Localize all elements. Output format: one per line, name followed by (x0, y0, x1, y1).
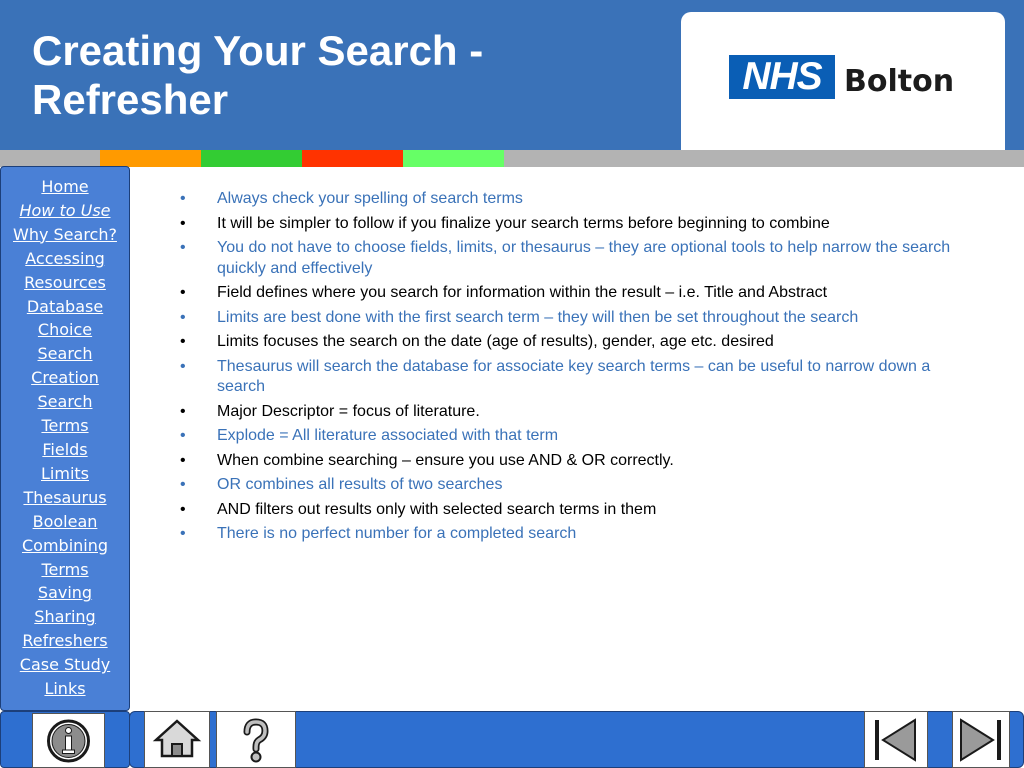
sidebar-item-accessing[interactable]: Accessing (25, 248, 105, 268)
list-item-text: AND filters out results only with selected search terms in them (217, 500, 657, 518)
list-item (176, 332, 966, 353)
sidebar-item-search-2[interactable]: Search (37, 392, 93, 412)
list-item (176, 402, 966, 423)
list-item (176, 189, 966, 210)
bullet-marker: • (180, 451, 186, 469)
bullet-marker: • (180, 357, 186, 375)
bullet-marker: • (180, 333, 186, 350)
nhs-logo: NHS (729, 55, 835, 99)
sidebar-item-why-search[interactable]: Why Search? (13, 224, 117, 244)
sidebar-item-database[interactable]: Database (26, 296, 104, 316)
list-item (176, 475, 966, 496)
question-icon (217, 712, 295, 767)
home-icon (145, 712, 209, 767)
home-button[interactable] (144, 711, 210, 768)
sidebar-item-terms-2[interactable]: Terms (41, 559, 89, 579)
sidebar-nav (0, 166, 130, 711)
bullet-marker: • (180, 402, 186, 420)
sidebar-item-refreshers[interactable]: Refreshers (22, 631, 108, 651)
bullet-list (176, 189, 966, 549)
list-item (176, 500, 966, 521)
sidebar-item-fields[interactable]: Fields (42, 439, 88, 459)
sidebar-item-boolean[interactable]: Boolean (32, 511, 98, 531)
list-item-text: When combine searching – ensure you use AND & OR correctly. (217, 451, 674, 469)
help-button[interactable] (216, 711, 296, 768)
first-slide-button[interactable] (864, 711, 928, 768)
page-title: Creating Your Search - Refresher (32, 27, 484, 123)
accent-stripes (0, 150, 1024, 167)
sidebar-item-search[interactable]: Search (37, 344, 93, 364)
list-item (176, 451, 966, 472)
list-item-text: Thesaurus will search the database for associate key search terms – can be useful to narrow down a search (217, 357, 931, 395)
list-item-text: You do not have to choose fields, limits, or thesaurus – they are optional tools to help narrow the search quickly and effectively (217, 239, 951, 277)
list-item-text: Major Descriptor = focus of literature. (217, 402, 480, 420)
list-item-text: OR combines all results of two searches (217, 476, 503, 493)
accent-stripe-orange (100, 150, 201, 167)
list-item-text: Limits are best done with the first search term – they will then be set throughout the search (217, 308, 859, 326)
list-item-text: Always check your spelling of search terms (217, 190, 523, 207)
bullet-marker: • (180, 239, 186, 256)
last-slide-button[interactable] (952, 711, 1010, 768)
footer-left-panel (0, 711, 130, 768)
sidebar-item-thesaurus[interactable]: Thesaurus (23, 487, 107, 507)
list-item (176, 524, 966, 545)
info-button[interactable] (32, 713, 105, 768)
list-item-text: It will be simpler to follow if you finalize your search terms before beginning to combine (217, 214, 830, 232)
sidebar-item-terms[interactable]: Terms (41, 416, 89, 436)
bullet-marker: • (180, 500, 186, 518)
list-item (176, 283, 966, 304)
sidebar-item-case-study[interactable]: Case Study (19, 655, 111, 675)
sidebar-item-home[interactable]: Home (41, 177, 89, 196)
list-item-text: Field defines where you search for information within the result – i.e. Title and Abstract (217, 284, 828, 301)
info-icon (33, 714, 104, 767)
footer-nav-bar (129, 711, 1024, 768)
accent-stripe-green (201, 150, 302, 167)
list-item (176, 214, 966, 235)
sidebar-item-creation[interactable]: Creation (31, 368, 99, 388)
list-item (176, 238, 966, 279)
bullet-marker: • (180, 427, 186, 444)
accent-stripe-red (302, 150, 403, 167)
list-item (176, 426, 966, 447)
bullet-marker: • (180, 190, 186, 207)
sidebar-item-resources[interactable]: Resources (24, 272, 106, 292)
sidebar-item-links[interactable]: Links (44, 679, 86, 699)
accent-stripe-lightgreen (403, 150, 504, 167)
bullet-marker: • (180, 476, 186, 493)
list-item (176, 308, 966, 329)
bullet-marker: • (180, 308, 186, 326)
bullet-marker: • (180, 284, 186, 301)
list-item (176, 357, 966, 398)
organisation-name: Bolton (844, 64, 955, 99)
sidebar-item-how-to-use[interactable]: How to Use (19, 200, 111, 220)
sidebar-item-sharing[interactable]: Sharing (34, 607, 96, 627)
bullet-marker: • (180, 214, 186, 232)
sidebar-item-limits[interactable]: Limits (41, 463, 89, 483)
list-item-text: There is no perfect number for a completed search (217, 525, 577, 542)
first-slide-icon (865, 712, 927, 767)
sidebar-item-combining[interactable]: Combining (21, 535, 109, 555)
bullet-marker: • (180, 525, 186, 542)
sidebar-item-choice[interactable]: Choice (37, 320, 93, 340)
sidebar-item-saving[interactable]: Saving (37, 583, 93, 603)
list-item-text: Limits focuses the search on the date (age of results), gender, age etc. desired (217, 333, 774, 350)
last-slide-icon (953, 712, 1009, 767)
logo-panel (681, 12, 1005, 172)
list-item-text: Explode = All literature associated with that term (217, 427, 559, 444)
